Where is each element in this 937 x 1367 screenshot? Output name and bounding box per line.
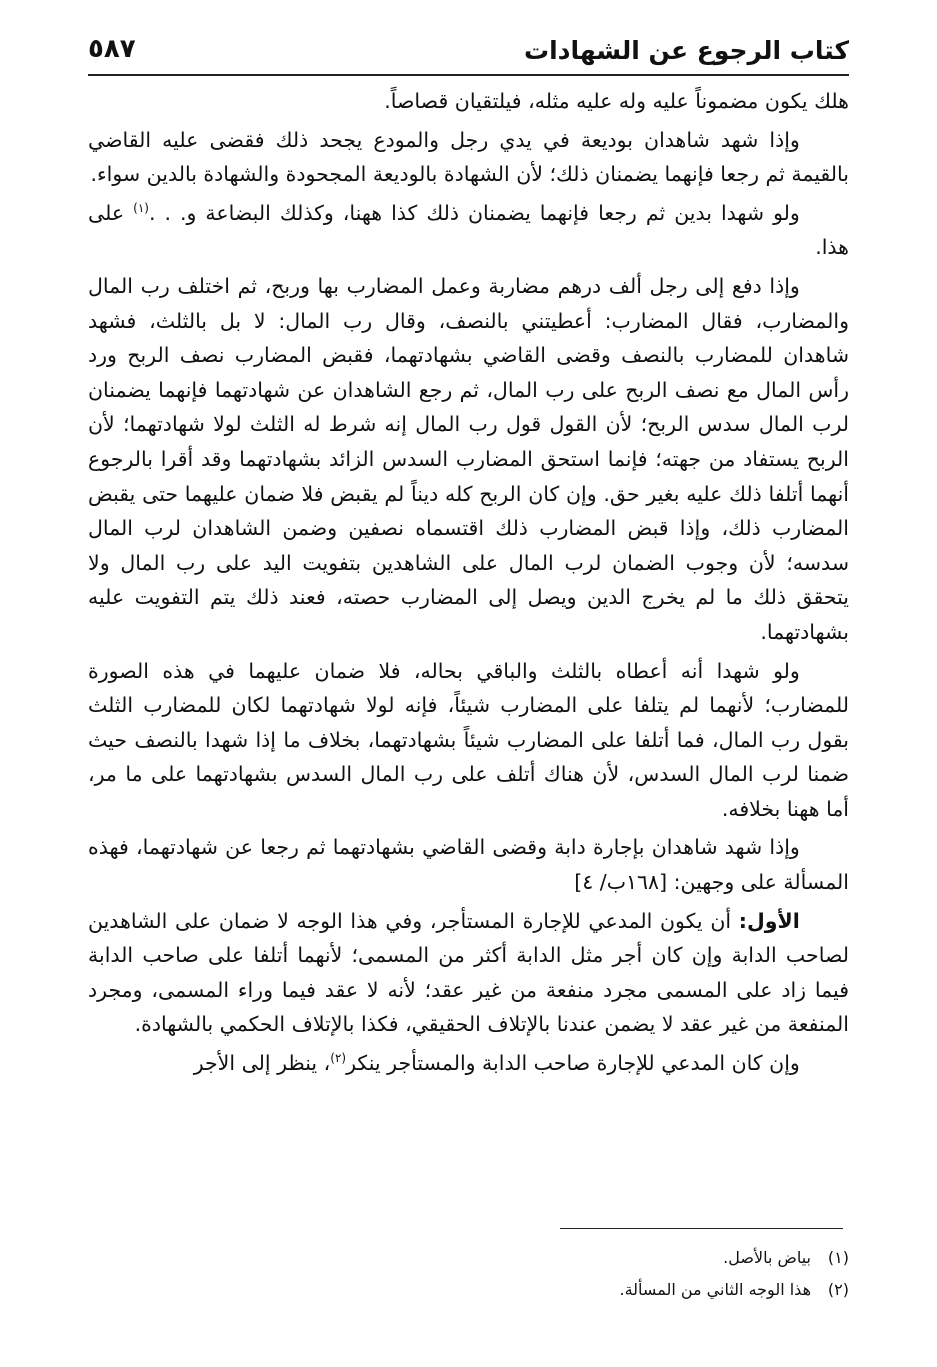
- paragraph: وإذا شهد شاهدان بوديعة في يدي رجل والمودع يجحد ذلك فقضى عليه القاضي بالقيمة ثم رجعا فإنهما يضمنان ذلك؛ لأن الشهادة بالوديعة المجحودة والشهادة بالدين سواء.: [88, 127, 849, 187]
- footnote: [88, 1242, 849, 1274]
- footnotes: [88, 1242, 849, 1306]
- paragraph: هلك يكون مضموناً عليه وله عليه مثله، فيلتقيان قصاصاً.: [384, 89, 849, 113]
- footnote-number: (١): [827, 1248, 849, 1267]
- paragraph: ولو شهدا أنه أعطاه بالثلث والباقي بحاله، فلا ضمان عليهما في هذه الصورة للمضارب؛ لأنهما لم يتلفا على المضارب شيئاً، فإنه لولا شهادتهما لكان للمضارب الثلث بقول رب المال، فما أتلفا على المضارب شيئاً بشهادتهما، بخلاف ما إذا شهدا بالنصف حيث ضمنا لرب المال السدس، لأن هناك أتلف على رب المال السدس بشهادتهما على ما مر، أما ههنا بخلافه.: [88, 658, 849, 821]
- footnote-ref: (٢): [330, 1051, 347, 1066]
- paragraph: الأول: أن يكون المدعي للإجارة المستأجر، وفي هذا الوجه لا ضمان على الشاهدين لصاحب الدابة وإن كان أجر مثل الدابة أكثر من المسمى؛ لأنهما أتلفا على صاحب الدابة فيما زاد على المسمى مجرد منفعة من غير عقد؛ لأنه لا عقد فيما وراء المسمى، ومجرد المنفعة من غير عقد لا يضمن عندنا بالإتلاف الحقيقي، فكذا بالإتلاف الحكمي بالشهادة.: [88, 908, 849, 1037]
- body-text: [88, 84, 849, 1085]
- paragraph: وإذا دفع إلى رجل ألف درهم مضاربة وعمل المضارب بها وربح، ثم اختلف رب المال والمضارب، فقال المضارب: أعطيتني بالنصف، وقال رب المال: لا بل بالثلث، فشهد شاهدان للمضارب بالنصف وقضى القاضي بشهادتهما، فقبض المضارب نصف الربح ورد رأس المال مع نصف الربح على رب المال، ثم رجع الشاهدان عن شهادتهما فإنهما يضمنان لرب المال سدس الربح؛ لأن القول قول رب المال إنه شرط له الثلث لولا شهادتهما؛ لأن الربح يستفاد من جهته؛ فإنما استحق المضارب السدس الزائد بشهادتهما وقد أقرا بالرجوع أنهما أتلفا ذلك عليه بغير حق. وإن كان الربح كله ديناً لم يقبض فلا ضمان عليهما حتى يقبض المضارب ذلك، وإذا قبض المضارب ذلك اقتسماه نصفين وضمن الشاهدان لرب المال سدسه؛ لأن وجوب الضمان لرب المال على الشاهدين بتفويت اليد على رب المال ولا يتحقق ذلك ما لم يخرج الدين ويصل إلى المضارب حصته، فعند ذلك يتم التفويت عليه بشهادتهما.: [88, 273, 849, 644]
- footnote-text: هذا الوجه الثاني من المسألة.: [619, 1280, 811, 1299]
- paragraph: وإذا شهد شاهدان بإجارة دابة وقضى القاضي بشهادتهما ثم رجعا عن شهادتهما، فهذه المسألة على وجهين: [١٦٨ب/ ٤]: [88, 835, 849, 895]
- footnote: [88, 1274, 849, 1306]
- footnote-number: (٢): [827, 1280, 849, 1299]
- footnote-divider: [560, 1228, 843, 1229]
- page-header: [88, 30, 849, 76]
- paragraph: ولو شهدا بدين ثم رجعا فإنهما يضمنان ذلك كذا ههنا، وكذلك البضاعة و. . .$^{(١)}$ على هذا.: [88, 200, 849, 260]
- footnote-text: بياض بالأصل.: [723, 1248, 811, 1267]
- running-title: كتاب الرجوع عن الشهادات: [523, 36, 849, 65]
- paragraph: وإن كان المدعي للإجارة صاحب الدابة والمستأجر ينكر$^{(٢)}$، ينظر إلى الأجر: [193, 1051, 800, 1076]
- footnote-ref: (١): [133, 200, 149, 215]
- section-lead: الأول:: [738, 908, 800, 933]
- page-number: ٥٨٧: [88, 34, 136, 64]
